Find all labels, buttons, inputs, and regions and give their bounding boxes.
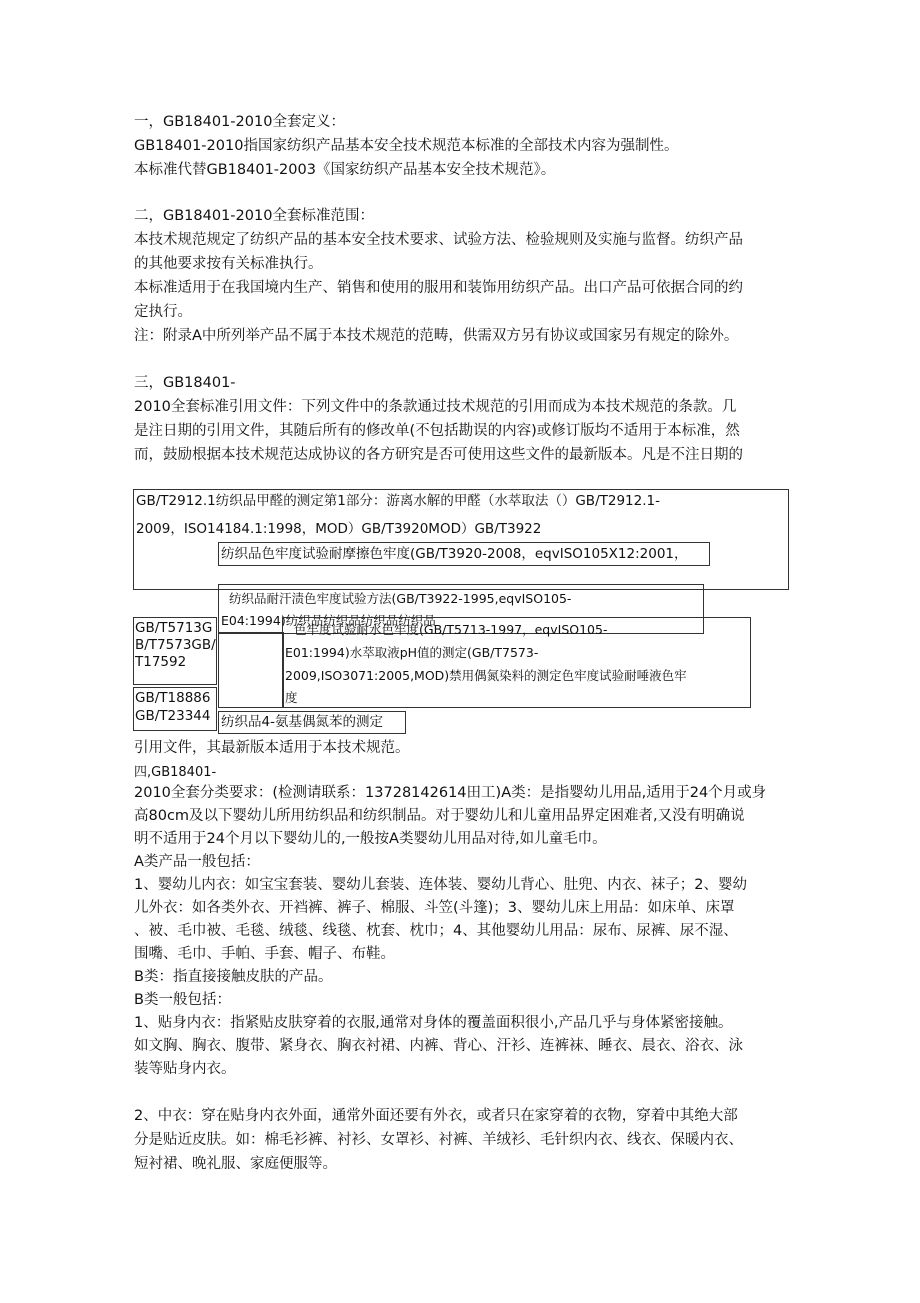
section4-line: 2010全套分类要求：(检测请联系：13728142614田工)A类：是指婴幼儿用品,适用于24个月或身 — [134, 785, 767, 801]
ref-code: GB/T5713G — [135, 620, 213, 636]
ref-box-perspiration-line: E04:1994)纺织品纺织品纺织品纺织品 — [221, 613, 436, 628]
section1-heading: 一，GB18401-2010全套定义： — [134, 114, 345, 130]
section3-line: 是注日期的引用文件，其随后所有的修改单(不包括勘误的内容)或修订版均不适用于本标准，然 — [134, 423, 740, 439]
ref-box-main-line: GB/T2912.1纺织品甲醛的测定第1部分：游离水解的甲醛（水萃取法（）GB/T2912.1- — [136, 493, 660, 509]
section4-line: 围嘴、毛巾、手帕、手套、帽子、布鞋。 — [134, 946, 395, 962]
section5-line: 分是贴近皮肤。如：棉毛衫裤、衬衫、女罩衫、衬裤、羊绒衫、毛针织内衣、线衣、保暖内衣、 — [134, 1132, 743, 1148]
section1-line: GB18401-2010指国家纺织产品基本安全技术规范本标准的全部技术内容为强制性。 — [134, 138, 679, 154]
section5-line: 短衬裙、晚礼服、家庭便服等。 — [134, 1156, 337, 1172]
section2-note: 注：附录A中所列举产品不属于本技术规范的范畴，供需双方另有协议或国家另有规定的除外。 — [134, 328, 739, 344]
section4-heading: 四,GB18401- — [134, 765, 217, 780]
section2-line: 的其他要求按有关标准执行。 — [134, 256, 323, 272]
ref-code: GB/T18886 — [135, 690, 211, 706]
section4-line: B类：指直接接触皮肤的产品。 — [134, 969, 333, 985]
ref-box-water-line: 2009,ISO3071:2005,MOD)禁用偶氮染料的测定色牢度试验耐唾液色牢 — [285, 668, 687, 683]
section3-line: 2010全套标准引用文件：下列文件中的条款通过技术规范的引用而成为本技术规范的条款。几 — [134, 399, 737, 415]
section4-line: A类产品一般包括： — [134, 854, 260, 870]
ref-box-rubbing-text: 纺织品色牢度试验耐摩擦色牢度(GB/T3920-2008，eqvISO105X12:2001， — [221, 546, 688, 562]
section5-line: 2、中衣：穿在贴身内衣外面，通常外面还要有外衣，或者只在家穿着的衣物，穿着中其绝大部 — [134, 1108, 738, 1124]
section4-line: 1、婴幼儿内衣：如宝宝套装、婴幼儿套装、连体装、婴幼儿背心、肚兜、内衣、袜子；2、婴幼 — [134, 877, 747, 893]
section4-line: 1、贴身内衣：指紧贴皮肤穿着的衣服,通常对身体的覆盖面积很小,产品几乎与身体紧密接触。 — [134, 1015, 733, 1031]
ref-box-water-line: 度 — [285, 690, 298, 705]
ref-box-azo-text: 纺织品4-氨基偶氮苯的测定 — [221, 714, 383, 730]
section2-heading: 二，GB18401-2010全套标准范围： — [134, 208, 374, 224]
section4-line: 、被、毛巾被、毛毯、绒毯、线毯、枕套、枕巾；4、其他婴幼儿用品：尿布、尿裤、尿不湿、 — [134, 923, 738, 939]
section2-line: 定执行。 — [134, 304, 192, 320]
section1-line: 本标准代替GB18401-2003《国家纺织产品基本安全技术规范》。 — [134, 162, 556, 178]
ref-code: B/T7573GB/ — [135, 637, 216, 653]
ref-box-blank — [218, 632, 284, 708]
section2-line: 本标准适用于在我国境内生产、销售和使用的服用和装饰用纺织产品。出口产品可依据合同的约 — [134, 280, 743, 296]
section3-line: 而，鼓励根据本技术规范达成协议的各方研究是否可使用这些文件的最新版本。凡是不注日期的 — [134, 447, 743, 463]
ref-code: GB/T23344 — [135, 708, 211, 724]
section3-heading: 三，GB18401- — [134, 375, 236, 391]
section2-line: 本技术规范规定了纺织产品的基本安全技术要求、试验方法、检验规则及实施与监督。纺织产品 — [134, 232, 743, 248]
ref-box-water-line: E01:1994)水萃取液pH值的测定(GB/T7573- — [285, 645, 539, 660]
section4-line: 儿外衣：如各类外衣、开裆裤、裤子、棉服、斗笠(斗篷)；3、婴幼儿床上用品：如床单、床罩 — [134, 900, 735, 916]
section4-line: 装等贴身内衣。 — [134, 1061, 236, 1077]
section4-line: 如文胸、胸衣、腹带、紧身衣、胸衣衬裙、内裤、背心、汗衫、连裤袜、睡衣、晨衣、浴衣、泳 — [134, 1038, 743, 1054]
ref-box-perspiration-line: 纺织品耐汗渍色牢度试验方法(GB/T3922-1995,eqvISO105- — [229, 591, 572, 606]
refs-closing-line: 引用文件，其最新版本适用于本技术规范。 — [134, 740, 410, 756]
ref-box-water-line: 色牢度试验耐水色牢度(GB/T5713-1997，eqvISO105- — [294, 622, 608, 637]
ref-box-main-line: 2009，ISO14184.1:1998，MOD）GB/T3920MOD）GB/T3922 — [136, 521, 542, 537]
section4-line: B类一般包括： — [134, 992, 231, 1008]
section4-line: 明不适用于24个月以下婴幼儿的,一般按A类婴幼儿用品对待,如儿童毛巾。 — [134, 831, 607, 847]
section4-line: 高80cm及以下婴幼儿所用纺织品和纺织制品。对于婴幼儿和儿童用品界定困难者,又没有明确说 — [134, 808, 745, 824]
ref-code: T17592 — [135, 654, 187, 670]
